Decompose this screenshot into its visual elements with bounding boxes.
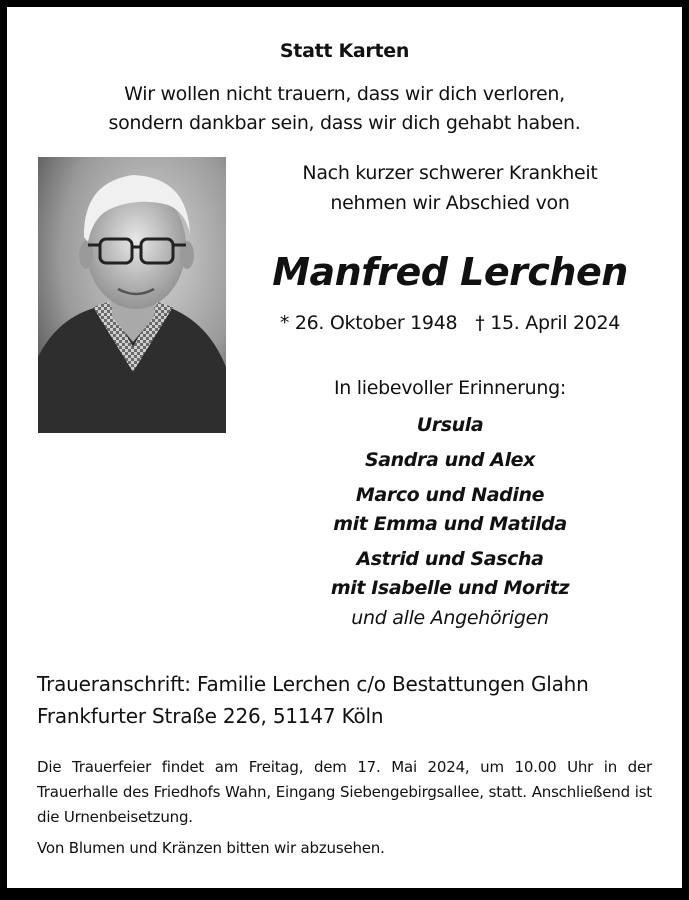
relatives-line: und alle Angehörigen	[351, 607, 549, 629]
life-dates	[255, 312, 645, 334]
memorial-quote	[0, 80, 689, 138]
mourner-line: mit Emma und Matilda	[333, 513, 567, 535]
memory-label: In liebevoller Erinnerung:	[333, 377, 567, 399]
mourner-line: mit Isabelle und Moritz	[330, 577, 570, 599]
mourning-address	[37, 668, 657, 732]
mourner-group	[255, 446, 645, 475]
intro-line: Nach kurzer schwerer Krankheit	[302, 162, 598, 184]
deceased-name: Manfred Lerchen	[272, 250, 628, 294]
mourner-group	[255, 411, 645, 440]
service-details: Die Trauerfeier findet am Freitag, dem 17. Mai 2024, um 10.00 Uhr in der Trauerhalle des Friedhofs Wahn, Eingang Siebengebirgsallee, statt. Anschließend ist die Urnenbeisetzung.	[37, 758, 652, 826]
mourner-line: Ursula	[416, 414, 484, 436]
address-line: Frankfurter Straße 226, 51147 Köln	[37, 704, 384, 728]
mourner-group	[255, 545, 645, 603]
portrait-illustration	[38, 157, 226, 433]
closing-note: Von Blumen und Kränzen bitten wir abzusehen.	[37, 839, 385, 857]
mourner-line: Marco und Nadine	[355, 484, 545, 506]
mourner-line: Sandra und Alex	[364, 449, 536, 471]
mourner-group	[255, 481, 645, 539]
mourner-line: Astrid und Sascha	[356, 548, 544, 570]
death-date: † 15. April 2024	[475, 312, 621, 334]
portrait-photo	[38, 157, 226, 433]
address-line: Traueranschrift: Familie Lerchen c/o Bestattungen Glahn	[37, 672, 589, 696]
intro-line: nehmen wir Abschied von	[330, 192, 570, 214]
quote-line: sondern dankbar sein, dass wir dich gehabt haben.	[108, 112, 581, 134]
farewell-intro	[255, 158, 645, 218]
heading: Statt Karten	[279, 40, 410, 62]
quote-line: Wir wollen nicht trauern, dass wir dich verloren,	[124, 83, 565, 105]
mourners-list	[255, 411, 645, 609]
birth-date: * 26. Oktober 1948	[279, 312, 458, 334]
